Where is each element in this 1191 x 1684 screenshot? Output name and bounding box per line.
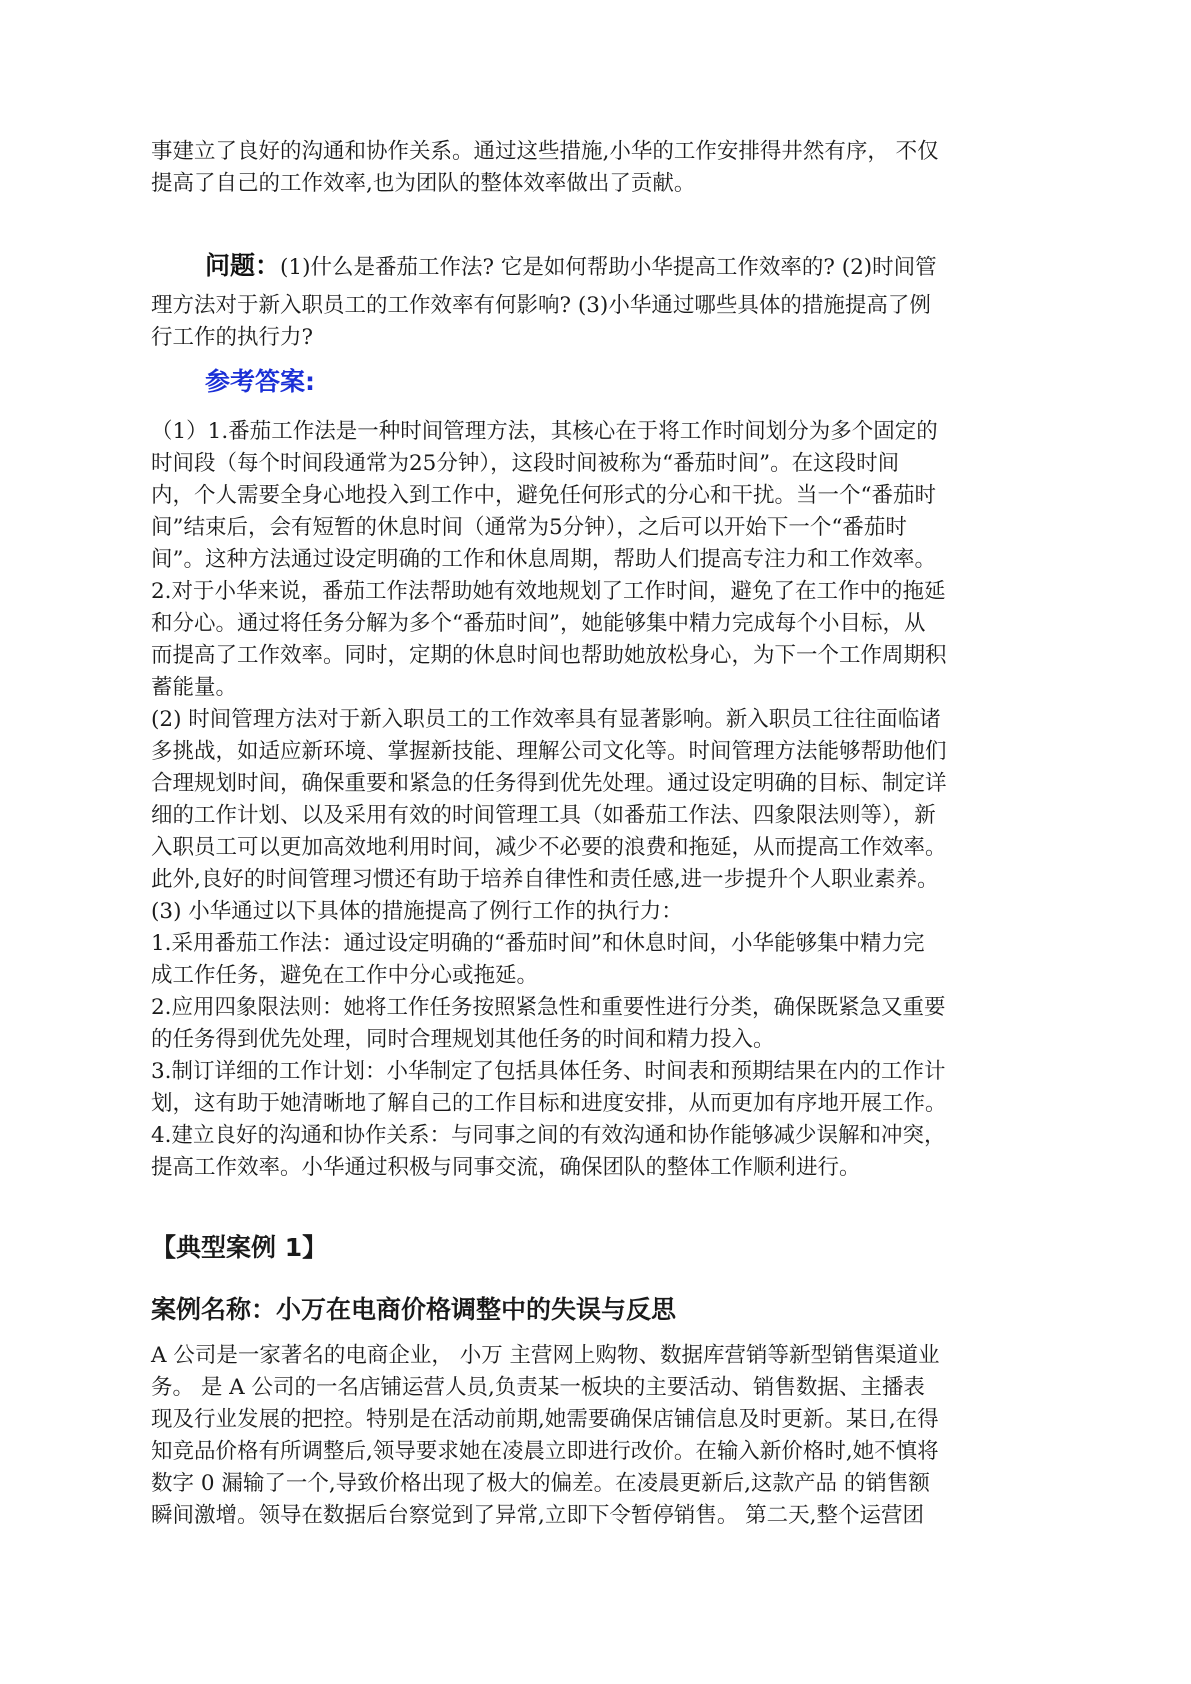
- case-label: 【典型案例 1】: [151, 1233, 328, 1262]
- question-line: 行工作的执行力?: [151, 325, 314, 350]
- case-title: 案例名称：小万在电商价格调整中的失误与反思: [151, 1295, 677, 1324]
- answer-body: [151, 416, 1041, 1184]
- answer-line: 细的工作计划、以及采用有效的时间管理工具（如番茄工作法、四象限法则等），新: [151, 803, 936, 828]
- case-text: [151, 1340, 1041, 1532]
- answer-line: 2.应用四象限法则：她将工作任务按照紧急性和重要性进行分类，确保既紧急又重要: [151, 995, 946, 1020]
- answer-line: （1）1.番茄工作法是一种时间管理方法，其核心在于将工作时间划分为多个固定的: [151, 419, 938, 444]
- question-line: (1)什么是番茄工作法? 它是如何帮助小华提高工作效率的? (2)时间管: [280, 255, 937, 280]
- answer-line: (2) 时间管理方法对于新入职员工的工作效率具有显著影响。新入职员工往往面临诸: [151, 707, 941, 732]
- answer-line: 多挑战，如适应新环境、掌握新技能、理解公司文化等。时间管理方法能够帮助他们: [151, 739, 947, 764]
- intro-paragraph: [151, 136, 1041, 200]
- answer-line: 3.制订详细的工作计划：小华制定了包括具体任务、时间表和预期结果在内的工作计: [151, 1059, 946, 1084]
- case-line: 务。 是 A 公司的一名店铺运营人员,负责某一板块的主要活动、销售数据、主播表: [151, 1375, 925, 1400]
- question-line: 理方法对于新入职员工的工作效率有何影响? (3)小华通过哪些具体的措施提高了例: [151, 293, 931, 318]
- case-line: 知竞品价格有所调整后,领导要求她在凌晨立即进行改价。在输入新价格时,她不慎将: [151, 1439, 939, 1464]
- answer-line: 间”结束后，会有短暂的休息时间（通常为5分钟），之后可以开始下一个“番茄时: [151, 515, 907, 540]
- answer-line: 合理规划时间，确保重要和紧急的任务得到优先处理。通过设定明确的目标、制定详: [151, 771, 947, 796]
- intro-line: 事建立了良好的沟通和协作关系。通过这些措施,小华的工作安排得井然有序， 不仅: [151, 139, 939, 164]
- case-title-block: [151, 1290, 1041, 1326]
- answer-line: 1.采用番茄工作法：通过设定明确的“番茄时间”和休息时间，小华能够集中精力完: [151, 931, 925, 956]
- answer-line: 此外,良好的时间管理习惯还有助于培养自律性和责任感,进一步提升个人职业素养。: [151, 867, 939, 892]
- answer-line: 入职员工可以更加高效地利用时间，减少不必要的浪费和拖延，从而提高工作效率。: [151, 835, 947, 860]
- answer-line: 而提高了工作效率。同时，定期的休息时间也帮助她放松身心，为下一个工作周期积: [151, 643, 947, 668]
- answer-line: 2.对于小华来说，番茄工作法帮助她有效地规划了工作时间，避免了在工作中的拖延: [151, 579, 946, 604]
- answer-line: 内，个人需要全身心地投入到工作中，避免任何形式的分心和干扰。当一个“番茄时: [151, 483, 936, 508]
- case-body: [151, 1340, 1041, 1532]
- intro-line: 提高了自己的工作效率,也为团队的整体效率做出了贡献。: [151, 171, 696, 196]
- answer-line: 划，这有助于她清晰地了解自己的工作目标和进度安排，从而更加有序地开展工作。: [151, 1091, 947, 1116]
- answer-line: 4.建立良好的沟通和协作关系：与同事之间的有效沟通和协作能够减少误解和冲突，: [151, 1123, 946, 1148]
- question-label: 问题：: [205, 251, 281, 280]
- answer-line: 和分心。通过将任务分解为多个“番茄时间”，她能够集中精力完成每个小目标，从: [151, 611, 926, 636]
- answer-heading-block: [151, 362, 1041, 398]
- answer-line: 提高工作效率。小华通过积极与同事交流，确保团队的整体工作顺利进行。: [151, 1155, 861, 1180]
- answer-line: 蓄能量。: [151, 675, 238, 700]
- answer-heading: 参考答案:: [205, 367, 315, 396]
- answer-line: 成工作任务，避免在工作中分心或拖延。: [151, 963, 539, 988]
- case-line: 瞬间激增。领导在数据后台察觉到了异常,立即下令暂停销售。 第二天,整个运营团: [151, 1503, 925, 1528]
- question-first-line: [151, 244, 1041, 290]
- answer-line: 时间段（每个时间段通常为25分钟），这段时间被称为“番茄时间”。在这段时间: [151, 451, 900, 476]
- case-label-block: [151, 1228, 1041, 1264]
- question-text: [151, 244, 1041, 354]
- answer-line: 间”。这种方法通过设定明确的工作和休息周期，帮助人们提高专注力和工作效率。: [151, 547, 936, 572]
- intro-text: [151, 136, 1041, 200]
- answer-text: [151, 416, 1041, 1184]
- question-paragraph: [151, 244, 1041, 354]
- answer-line: 的任务得到优先处理，同时合理规划其他任务的时间和精力投入。: [151, 1027, 775, 1052]
- case-line: 现及行业发展的把控。特别是在活动前期,她需要确保店铺信息及时更新。某日,在得: [151, 1407, 939, 1432]
- case-line: 数字 0 漏输了一个,导致价格出现了极大的偏差。在凌晨更新后,这款产品 的销售额: [151, 1471, 930, 1496]
- answer-line: (3) 小华通过以下具体的措施提高了例行工作的执行力：: [151, 899, 683, 924]
- case-line: A 公司是一家著名的电商企业， 小万 主营网上购物、数据库营销等新型销售渠道业: [151, 1343, 940, 1368]
